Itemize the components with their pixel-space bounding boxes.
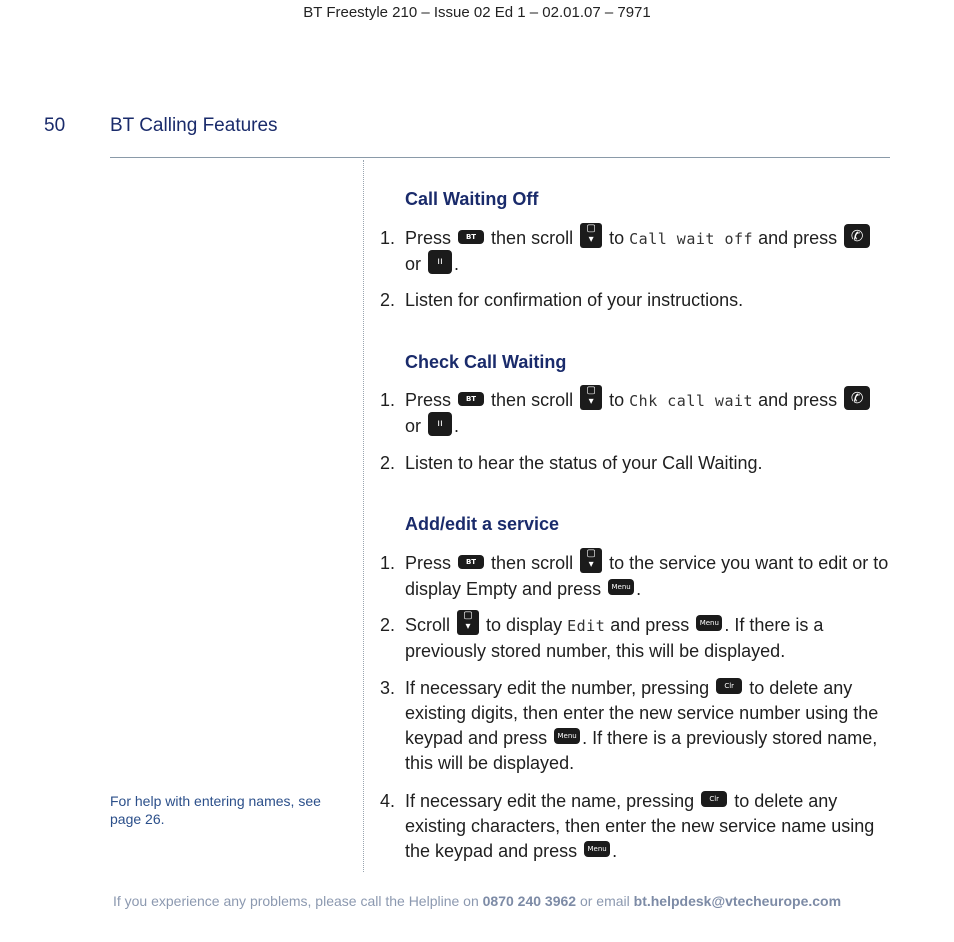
menu-key-icon: Menu [584,841,610,857]
step-text: Press BT then scroll ▢ ▾ to Call wait off and press ✆ or ıı . [405,226,890,277]
call-key-icon: ✆ [844,386,870,410]
bt-key-icon: BT [458,230,484,244]
step-number: 3. [380,678,396,698]
step-text: Press BT then scroll ▢ ▾ to Chk call wait and press ✆ or ıı . [405,388,890,439]
bt-key-icon: BT [458,555,484,569]
step-number: 1. [380,390,396,410]
section-title-add-edit-service: Add/edit a service [405,514,560,534]
bt-key-icon: BT [458,392,484,406]
menu-key-icon: Menu [554,728,580,744]
helpdesk-email: bt.helpdesk@vtecheurope.com [633,893,842,909]
lcd-text: Edit [567,617,606,635]
column-divider [363,160,364,872]
step-text: Listen for confirmation of your instructions. [405,290,744,310]
menu-key-icon: Menu [696,615,722,631]
side-note: For help with entering names, see page 26. [110,793,321,827]
call-key-icon: ✆ [844,224,870,248]
recall-key-icon: ıı [428,250,452,274]
step-text: If necessary edit the number, pressing Clr to delete any existing digits, then enter the new service number using the keypad and press Menu . If there is a previously stored name, this will be displayed. [405,678,879,773]
scroll-key-icon: ▢ ▾ [457,610,479,635]
clear-key-icon: Clr [701,791,727,807]
clear-key-icon: Clr [716,678,742,694]
header-rule [110,157,890,158]
step-number: 1. [380,553,396,573]
scroll-key-icon: ▢ ▾ [580,385,602,410]
step-number: 2. [380,615,396,635]
page-title: BT Calling Features [110,115,278,136]
scroll-key-icon: ▢ ▾ [580,548,602,573]
step-text: If necessary edit the name, pressing Clr to delete any existing characters, then enter the new service name using the keypad and press Menu . [405,791,875,861]
helpline-phone: 0870 240 3962 [482,893,577,909]
lcd-text: Chk call wait [629,392,754,410]
section-title-call-waiting-off: Call Waiting Off [405,189,539,209]
step-number: 1. [380,228,396,248]
step-number: 4. [380,791,396,811]
step-text: Scroll ▢ ▾ to display Edit and press Menu . If there is a previously stored number, this will be displayed. [405,609,824,661]
step-number: 2. [380,453,396,473]
document-header: BT Freestyle 210 – Issue 02 Ed 1 – 02.01.07 – 7971 [303,4,651,21]
recall-key-icon: ıı [428,412,452,436]
menu-key-icon: Menu [608,579,634,595]
step-text: Listen to hear the status of your Call Waiting. [405,453,763,473]
section-title-check-call-waiting: Check Call Waiting [405,352,567,372]
step-number: 2. [380,290,396,310]
scroll-key-icon: ▢ ▾ [580,223,602,248]
footer-helpline: If you experience any problems, please call the Helpline on 0870 240 3962 or email bt.helpdesk@vtecheurope.com [112,893,842,909]
step-text: Press BT then scroll ▢ ▾ to the service you want to edit or to display Empty and press Menu . [405,547,889,599]
lcd-text: Call wait off [629,230,754,248]
page-number: 50 [44,115,66,136]
